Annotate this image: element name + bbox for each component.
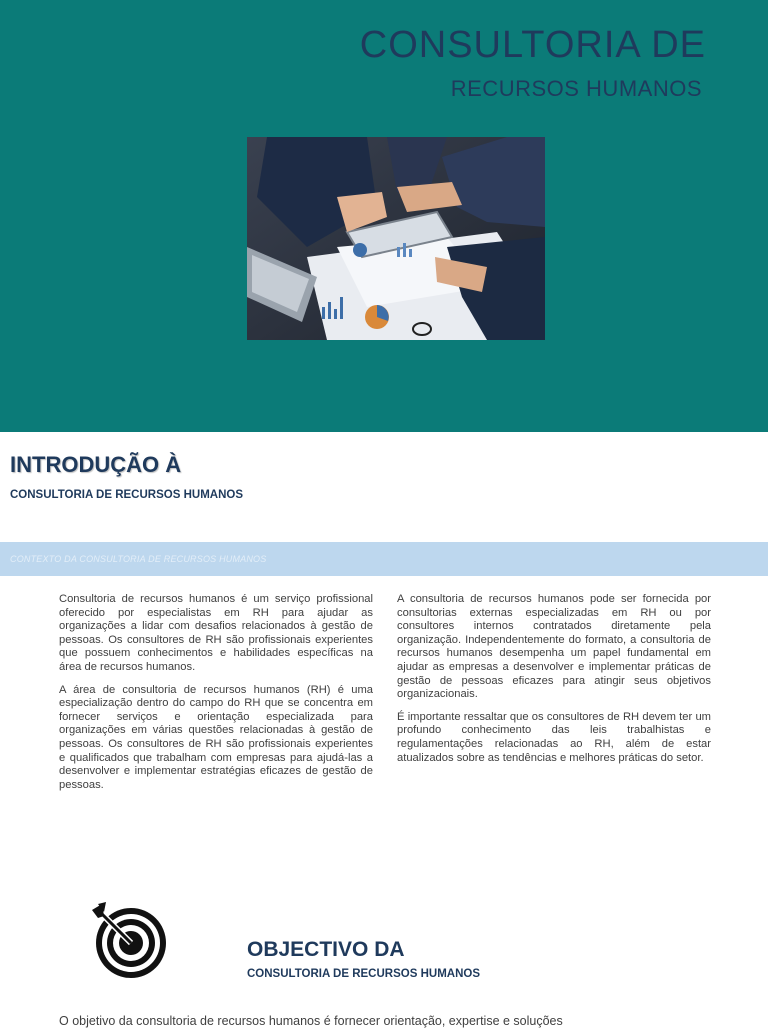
objective-text: O objetivo da consultoria de recursos humanos é fornecer orientação, expertise e soluções: [59, 1014, 563, 1028]
photo-illustration: [247, 137, 545, 340]
objective-subtitle: CONSULTORIA DE RECURSOS HUMANOS: [247, 968, 480, 980]
band-label: CONTEXTO DA CONSULTORIA DE RECURSOS HUMANOS: [10, 554, 267, 564]
hero-subtitle: RECURSOS HUMANOS: [450, 76, 702, 101]
paragraph: É importante ressaltar que os consultores de RH devem ter um profundo conhecimento das leis trabalhistas e regulamentações relacionadas ao RH, além de estar atualizados sobre as tendências e melhores práticas do setor.: [397, 710, 711, 764]
section-band: [0, 542, 768, 576]
hero-banner: [0, 0, 768, 432]
left-column: [59, 593, 373, 801]
intro-subtitle: CONSULTORIA DE RECURSOS HUMANOS: [10, 489, 243, 501]
paragraph: Consultoria de recursos humanos é um serviço profissional oferecido por especialistas em RH para ajudar as organizações a lidar com desafios relacionados à gestão de pessoas. Os consultores de RH são profissionais experientes que possuem conhecimentos e habilidades específicas na área de recursos humanos.: [59, 593, 373, 673]
paragraph: A área de consultoria de recursos humanos (RH) é uma especialização dentro do campo do RH que se concentra em fornecer serviços e orientação especializada para organizações em várias questões relacionadas à gestão de pessoas. Os consultores de RH são profissionais experientes e qualificados que trabalham com empresas para ajudá-las a desenvolver e implementar estratégias eficazes de gestão de pessoas.: [59, 683, 373, 791]
objective-title: OBJECTIVO DA: [247, 938, 405, 961]
business-meeting-photo: [247, 137, 545, 340]
hero-title: CONSULTORIA DE: [359, 24, 706, 66]
intro-title: INTRODUÇÃO À: [10, 452, 182, 477]
target-icon: [88, 900, 172, 984]
right-column: [397, 593, 711, 774]
paragraph: A consultoria de recursos humanos pode ser fornecida por consultorias externas especializadas em RH ou por consultores internos contratados diretamente pela organização. Independentemente do formato, a consultoria de recursos humanos desempenha um papel fundamental em ajudar as empresas a desenvolver e implementar práticas de gestão de pessoas eficazes para atingir seus objetivos organizacionais.: [397, 593, 711, 701]
